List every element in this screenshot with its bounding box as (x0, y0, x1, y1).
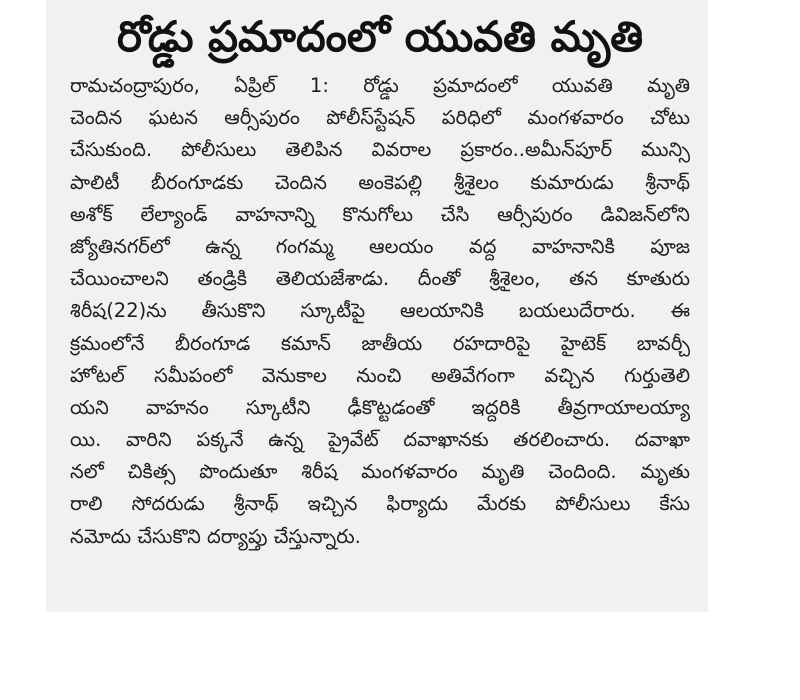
article-line: నమోదు చేసుకొని దర్యాప్తు చేస్తున్నారు. (70, 524, 361, 548)
article-line: అశోక్ లేల్యాండ్ వాహనాన్ని కొనుగోలు చేసి ఆర్సీపురం డివిజన్‌లోని (70, 202, 690, 226)
article-line: క్రమంలోనే బీరంగూడ కమాన్ జాతీయ రహదారిపై హైటెక్ బావర్చీ (70, 331, 690, 355)
article-line: రామచంద్రాపురం, ఏప్రిల్ 1: రోడ్డు ప్రమాదంలో యువతి మృతి (70, 74, 690, 97)
article-body (70, 70, 690, 553)
article-line: జ్యోతినగర్‌లో ఉన్న గంగమ్మ ఆలయం వద్ద వాహనానికి పూజ (70, 234, 690, 258)
article-line: శిరీష(22)ను తీసుకొని స్కూటీపై ఆలయానికి బయలుదేరారు. ఈ (70, 299, 690, 323)
article-line: యి. వారిని పక్కనే ఉన్న ప్రైవేట్ దవాఖానకు తరలించారు. దవాఖా (70, 428, 690, 452)
article-line: చేసుకుంది. పోలీసులు తెలిపిన వివరాల ప్రకారం..అమీన్‌పూర్ మున్సి (70, 138, 690, 162)
article-line: హోటల్ సమీపంలో వెనుకాల నుంచి అతివేగంగా వచ్చిన గుర్తుతెలి (70, 363, 690, 387)
newspaper-clipping (46, 0, 708, 612)
article-line: రాలి సోదరుడు శ్రీనాథ్ ఇచ్చిన ఫిర్యాదు మేరకు పోలీసులు కేసు (70, 492, 690, 516)
article-line: చేయించాలని తండ్రికి తెలియజేశాడు. దీంతో శ్రీశైలం, తన కూతురు (70, 267, 690, 291)
article-line: చెందిన ఘటన ఆర్సీపురం పోలీస్‌స్టేషన్ పరిధిలో మంగళవారం చోటు (70, 106, 690, 130)
article-line: యని వాహనం స్కూటీని ఢీకొట్టడంతో ఇద్దరికి తీవ్రగాయాలయ్యా (70, 395, 690, 419)
headline: రోడ్డు ప్రమాదంలో యువతి మృతి (116, 12, 644, 61)
article-line: పాలిటీ బీరంగూడకు చెందిన అంకెపల్లి శ్రీశైలం కుమారుడు శ్రీనాథ్ (70, 170, 690, 194)
article-line: నలో చికిత్స పొందుతూ శిరీష మంగళవారం మృతి చెందింది. మృతు (70, 460, 690, 484)
